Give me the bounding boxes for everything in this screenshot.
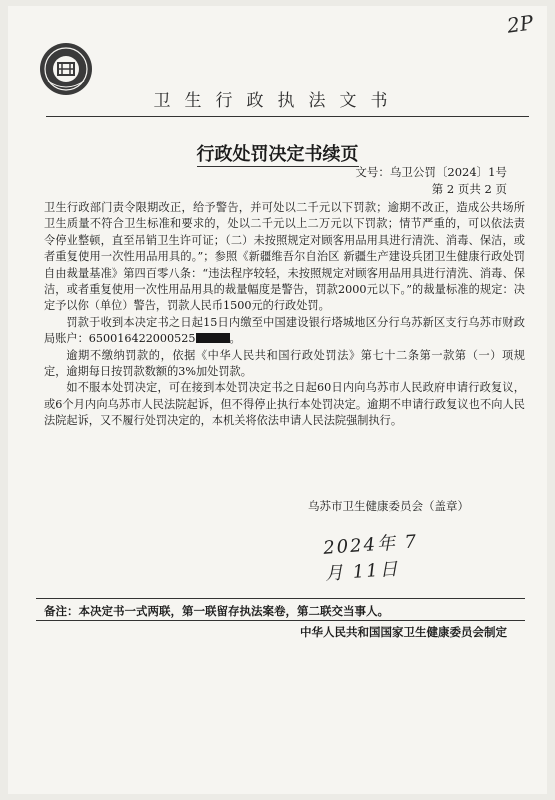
document-type: 卫生行政执法文书 bbox=[153, 91, 402, 111]
header-rule bbox=[46, 116, 529, 117]
document-title bbox=[8, 140, 547, 166]
document-title-text: 行政处罚决定书续页 bbox=[196, 144, 359, 165]
paragraph-appeal: 如不服本处罚决定，可在接到本处罚决定书之日起60日内向乌苏市人民政府申请行政复议，或6个月内向乌苏市人民法院起诉，但不得停止执行本处罚决定。逾期不申请行政复议也不向人民法院起诉，又不履行处罚决定的，本机关将依法申请人民法院强制执行。 bbox=[44, 381, 525, 428]
page-info: 第 2 页共 2 页 bbox=[431, 182, 507, 196]
handwritten-date bbox=[322, 526, 434, 585]
document-page bbox=[8, 6, 547, 794]
payment-text: 罚款于收到本决定书之日起15日内缴至中国建设银行塔城地区分行乌苏新区支行乌苏市财政局账户：650016422000525 bbox=[44, 315, 525, 346]
paragraph-late-penalty: 逾期不缴纳罚款的，依据《中华人民共和国行政处罚法》第七十二条第一款第（一）项规定，逾期每日按罚款数额的3%加处罚款。 bbox=[44, 348, 525, 379]
document-number: 文号：乌卫公罚〔2024〕1号 bbox=[355, 165, 507, 179]
payment-period: 。 bbox=[229, 332, 241, 346]
paragraph-payment bbox=[44, 315, 525, 348]
form-maker: 中华人民共和国国家卫生健康委员会制定 bbox=[300, 625, 507, 639]
footer-note: 备注：本决定书一式两联，第一联留存执法案卷，第二联交当事人。 bbox=[44, 604, 389, 618]
handwritten-date-text: 2024年 7月 11日 bbox=[322, 531, 419, 585]
handwritten-page-mark: 2P bbox=[505, 10, 535, 38]
redaction-bar bbox=[196, 333, 230, 343]
issuing-authority: 乌苏市卫生健康委员会（盖章） bbox=[308, 499, 469, 513]
footer-rule-2 bbox=[36, 620, 525, 621]
document-body bbox=[44, 200, 525, 430]
footer-rule bbox=[36, 598, 525, 599]
paragraph-legal-basis: 卫生行政部门责令限期改正，给予警告，并可处以二千元以下罚款；逾期不改正，造成公共场所卫生质量不符合卫生标准和要求的，处以二千元以上二万元以下罚款；情节严重的，可以依法责令停业整顿，直至吊销卫生许可证；（二）未按照规定对顾客用品用具进行清洗、消毒、保洁，或者重复使用一次性用品用具的。”；参照《新疆维吾尔自治区 新疆生产建设兵团卫生健康行政处罚自由裁量基准》第四百零八条：“违法程序较轻，未按照规定对顾客用品用具进行清洗、消毒、保洁，或者重复使用一次性用品用具的裁量幅度是警告，罚款2000元以下。”的裁量标准的规定：决定予以你（单位）警告，罚款人民币1500元的行政处罚。 bbox=[44, 201, 525, 313]
